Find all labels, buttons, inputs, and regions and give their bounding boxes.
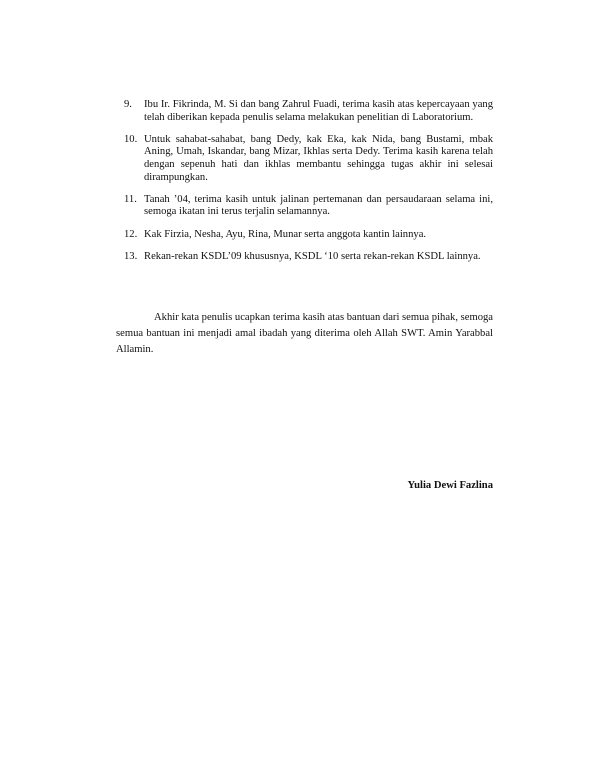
list-item <box>124 134 493 184</box>
acknowledgement-list <box>124 99 493 273</box>
closing-paragraph: Akhir kata penulis ucapkan terima kasih atas bantuan dari semua pihak, semoga semua bantuan ini menjadi amal ibadah yang diterima oleh Allah SWT. Amin Yarabbal Allamin. <box>116 312 493 355</box>
item-number: 11. <box>124 193 137 205</box>
item-text: Tanah ’04, terima kasih untuk jalinan pertemanan dan persaudaraan selama ini, semoga ikatan ini terus terjalin selamannya. <box>144 193 493 218</box>
item-text: Ibu Ir. Fikrinda, M. Si dan bang Zahrul Fuadi, terima kasih atas kepercayaan yang telah diberikan kepada penulis selama melakukan penelitian di Laboratorium. <box>144 99 493 123</box>
item-number: 9. <box>124 99 132 110</box>
item-text: Kak Firzia, Nesha, Ayu, Rina, Munar serta anggota kantin lainnya. <box>144 228 427 240</box>
item-text: Rekan-rekan KSDL’09 khususnya, KSDL ‘10 serta rekan-rekan KSDL lainnya. <box>144 250 481 262</box>
item-number: 13. <box>124 250 138 262</box>
item-number: 12. <box>124 228 138 240</box>
item-number: 10. <box>124 133 138 145</box>
list-item <box>124 229 493 242</box>
list-item <box>124 251 493 264</box>
list-item <box>124 99 493 124</box>
item-text: Untuk sahabat-sahabat, bang Dedy, kak Eka, kak Nida, bang Bustami, mbak Aning, Umah, Iskandar, bang Mizar, Ikhlas serta Dedy. Terima kasih karena telah dengan sepenuh hati dan ikhlas membantu sehingga tugas akhir ini selesai dirampungkan. <box>144 133 493 183</box>
list-item <box>124 194 493 219</box>
author-signature: Yulia Dewi Fazlina <box>407 480 493 491</box>
